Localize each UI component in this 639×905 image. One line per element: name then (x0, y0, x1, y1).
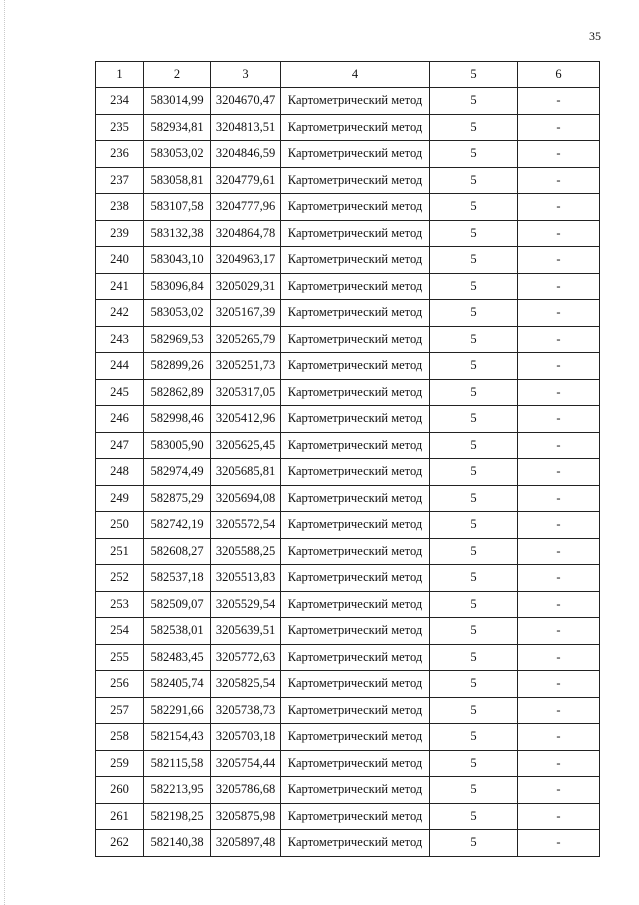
point-number-cell: 245 (96, 379, 144, 406)
accuracy-cell: 5 (430, 750, 518, 777)
x-coordinate-cell: 582742,19 (144, 512, 211, 539)
accuracy-cell: 5 (430, 591, 518, 618)
accuracy-cell: 5 (430, 379, 518, 406)
column-header-2: 2 (144, 62, 211, 88)
method-cell: Картометрический метод (281, 220, 430, 247)
x-coordinate-cell: 582934,81 (144, 114, 211, 141)
accuracy-cell: 5 (430, 724, 518, 751)
point-number-cell: 246 (96, 406, 144, 433)
y-coordinate-cell: 3205625,45 (211, 432, 281, 459)
method-cell: Картометрический метод (281, 803, 430, 830)
description-cell: - (518, 220, 600, 247)
accuracy-cell: 5 (430, 220, 518, 247)
x-coordinate-cell: 583096,84 (144, 273, 211, 300)
description-cell: - (518, 273, 600, 300)
table-header (96, 62, 600, 88)
y-coordinate-cell: 3205317,05 (211, 379, 281, 406)
y-coordinate-cell: 3205412,96 (211, 406, 281, 433)
point-number-cell: 237 (96, 167, 144, 194)
y-coordinate-cell: 3205754,44 (211, 750, 281, 777)
x-coordinate-cell: 582875,29 (144, 485, 211, 512)
description-cell: - (518, 432, 600, 459)
table-row (96, 777, 600, 804)
y-coordinate-cell: 3205825,54 (211, 671, 281, 698)
accuracy-cell: 5 (430, 141, 518, 168)
method-cell: Картометрический метод (281, 326, 430, 353)
method-cell: Картометрический метод (281, 485, 430, 512)
table-row (96, 432, 600, 459)
accuracy-cell: 5 (430, 565, 518, 592)
x-coordinate-cell: 582862,89 (144, 379, 211, 406)
point-number-cell: 239 (96, 220, 144, 247)
point-number-cell: 241 (96, 273, 144, 300)
method-cell: Картометрический метод (281, 618, 430, 645)
description-cell: - (518, 141, 600, 168)
method-cell: Картометрический метод (281, 644, 430, 671)
table-row (96, 830, 600, 857)
x-coordinate-cell: 582213,95 (144, 777, 211, 804)
method-cell: Картометрический метод (281, 697, 430, 724)
accuracy-cell: 5 (430, 803, 518, 830)
table-row (96, 300, 600, 327)
header-row (96, 62, 600, 88)
point-number-cell: 258 (96, 724, 144, 751)
method-cell: Картометрический метод (281, 406, 430, 433)
y-coordinate-cell: 3204963,17 (211, 247, 281, 274)
method-cell: Картометрический метод (281, 724, 430, 751)
accuracy-cell: 5 (430, 432, 518, 459)
table-row (96, 247, 600, 274)
x-coordinate-cell: 582974,49 (144, 459, 211, 486)
table-row (96, 114, 600, 141)
point-number-cell: 251 (96, 538, 144, 565)
description-cell: - (518, 326, 600, 353)
y-coordinate-cell: 3205529,54 (211, 591, 281, 618)
accuracy-cell: 5 (430, 777, 518, 804)
accuracy-cell: 5 (430, 88, 518, 115)
accuracy-cell: 5 (430, 300, 518, 327)
x-coordinate-cell: 582140,38 (144, 830, 211, 857)
table-row (96, 141, 600, 168)
point-number-cell: 254 (96, 618, 144, 645)
description-cell: - (518, 353, 600, 380)
description-cell: - (518, 830, 600, 857)
method-cell: Картометрический метод (281, 194, 430, 221)
table-row (96, 167, 600, 194)
x-coordinate-cell: 582198,25 (144, 803, 211, 830)
y-coordinate-cell: 3204670,47 (211, 88, 281, 115)
y-coordinate-cell: 3205738,73 (211, 697, 281, 724)
accuracy-cell: 5 (430, 485, 518, 512)
method-cell: Картометрический метод (281, 247, 430, 274)
method-cell: Картометрический метод (281, 379, 430, 406)
x-coordinate-cell: 582537,18 (144, 565, 211, 592)
y-coordinate-cell: 3205772,63 (211, 644, 281, 671)
description-cell: - (518, 803, 600, 830)
table-row (96, 538, 600, 565)
accuracy-cell: 5 (430, 114, 518, 141)
x-coordinate-cell: 582899,26 (144, 353, 211, 380)
table-row (96, 671, 600, 698)
table-row (96, 618, 600, 645)
accuracy-cell: 5 (430, 326, 518, 353)
column-header-5: 5 (430, 62, 518, 88)
y-coordinate-cell: 3204846,59 (211, 141, 281, 168)
y-coordinate-cell: 3204777,96 (211, 194, 281, 221)
description-cell: - (518, 697, 600, 724)
method-cell: Картометрический метод (281, 432, 430, 459)
table-row (96, 512, 600, 539)
point-number-cell: 244 (96, 353, 144, 380)
column-header-3: 3 (211, 62, 281, 88)
accuracy-cell: 5 (430, 247, 518, 274)
method-cell: Картометрический метод (281, 512, 430, 539)
description-cell: - (518, 538, 600, 565)
table-row (96, 750, 600, 777)
table-row (96, 88, 600, 115)
point-number-cell: 262 (96, 830, 144, 857)
column-header-4: 4 (281, 62, 430, 88)
y-coordinate-cell: 3205786,68 (211, 777, 281, 804)
accuracy-cell: 5 (430, 830, 518, 857)
point-number-cell: 255 (96, 644, 144, 671)
description-cell: - (518, 406, 600, 433)
x-coordinate-cell: 582483,45 (144, 644, 211, 671)
x-coordinate-cell: 583053,02 (144, 300, 211, 327)
table-row (96, 326, 600, 353)
description-cell: - (518, 459, 600, 486)
x-coordinate-cell: 582291,66 (144, 697, 211, 724)
table-row (96, 353, 600, 380)
y-coordinate-cell: 3205703,18 (211, 724, 281, 751)
table-row (96, 591, 600, 618)
description-cell: - (518, 167, 600, 194)
method-cell: Картометрический метод (281, 88, 430, 115)
method-cell: Картометрический метод (281, 538, 430, 565)
point-number-cell: 252 (96, 565, 144, 592)
point-number-cell: 240 (96, 247, 144, 274)
description-cell: - (518, 618, 600, 645)
table-row (96, 565, 600, 592)
method-cell: Картометрический метод (281, 830, 430, 857)
x-coordinate-cell: 583043,10 (144, 247, 211, 274)
point-number-cell: 243 (96, 326, 144, 353)
point-number-cell: 259 (96, 750, 144, 777)
method-cell: Картометрический метод (281, 273, 430, 300)
coordinates-table (95, 61, 600, 857)
page-number: 35 (589, 29, 601, 43)
point-number-cell: 260 (96, 777, 144, 804)
x-coordinate-cell: 583107,58 (144, 194, 211, 221)
method-cell: Картометрический метод (281, 353, 430, 380)
x-coordinate-cell: 583053,02 (144, 141, 211, 168)
description-cell: - (518, 777, 600, 804)
point-number-cell: 256 (96, 671, 144, 698)
y-coordinate-cell: 3205251,73 (211, 353, 281, 380)
point-number-cell: 242 (96, 300, 144, 327)
x-coordinate-cell: 582509,07 (144, 591, 211, 618)
y-coordinate-cell: 3205029,31 (211, 273, 281, 300)
table-row (96, 406, 600, 433)
y-coordinate-cell: 3205167,39 (211, 300, 281, 327)
accuracy-cell: 5 (430, 194, 518, 221)
point-number-cell: 249 (96, 485, 144, 512)
y-coordinate-cell: 3205513,83 (211, 565, 281, 592)
column-header-6: 6 (518, 62, 600, 88)
point-number-cell: 236 (96, 141, 144, 168)
point-number-cell: 250 (96, 512, 144, 539)
page-edge-marks (4, 0, 6, 905)
accuracy-cell: 5 (430, 538, 518, 565)
description-cell: - (518, 300, 600, 327)
accuracy-cell: 5 (430, 644, 518, 671)
point-number-cell: 238 (96, 194, 144, 221)
x-coordinate-cell: 582608,27 (144, 538, 211, 565)
y-coordinate-cell: 3205639,51 (211, 618, 281, 645)
method-cell: Картометрический метод (281, 591, 430, 618)
method-cell: Картометрический метод (281, 114, 430, 141)
method-cell: Картометрический метод (281, 459, 430, 486)
accuracy-cell: 5 (430, 459, 518, 486)
x-coordinate-cell: 583132,38 (144, 220, 211, 247)
y-coordinate-cell: 3205572,54 (211, 512, 281, 539)
accuracy-cell: 5 (430, 406, 518, 433)
x-coordinate-cell: 583005,90 (144, 432, 211, 459)
y-coordinate-cell: 3204864,78 (211, 220, 281, 247)
point-number-cell: 253 (96, 591, 144, 618)
point-number-cell: 235 (96, 114, 144, 141)
x-coordinate-cell: 582154,43 (144, 724, 211, 751)
x-coordinate-cell: 583014,99 (144, 88, 211, 115)
accuracy-cell: 5 (430, 697, 518, 724)
description-cell: - (518, 591, 600, 618)
method-cell: Картометрический метод (281, 141, 430, 168)
point-number-cell: 248 (96, 459, 144, 486)
accuracy-cell: 5 (430, 273, 518, 300)
table-row (96, 220, 600, 247)
y-coordinate-cell: 3204813,51 (211, 114, 281, 141)
method-cell: Картометрический метод (281, 750, 430, 777)
method-cell: Картометрический метод (281, 300, 430, 327)
description-cell: - (518, 565, 600, 592)
x-coordinate-cell: 582538,01 (144, 618, 211, 645)
table-row (96, 697, 600, 724)
x-coordinate-cell: 582405,74 (144, 671, 211, 698)
accuracy-cell: 5 (430, 167, 518, 194)
description-cell: - (518, 644, 600, 671)
description-cell: - (518, 88, 600, 115)
description-cell: - (518, 750, 600, 777)
method-cell: Картометрический метод (281, 167, 430, 194)
accuracy-cell: 5 (430, 671, 518, 698)
table-row (96, 194, 600, 221)
method-cell: Картометрический метод (281, 565, 430, 592)
y-coordinate-cell: 3205875,98 (211, 803, 281, 830)
y-coordinate-cell: 3205685,81 (211, 459, 281, 486)
table-row (96, 644, 600, 671)
table-row (96, 724, 600, 751)
method-cell: Картометрический метод (281, 671, 430, 698)
table-row (96, 803, 600, 830)
description-cell: - (518, 485, 600, 512)
method-cell: Картометрический метод (281, 777, 430, 804)
y-coordinate-cell: 3205694,08 (211, 485, 281, 512)
y-coordinate-cell: 3204779,61 (211, 167, 281, 194)
point-number-cell: 257 (96, 697, 144, 724)
description-cell: - (518, 194, 600, 221)
accuracy-cell: 5 (430, 353, 518, 380)
x-coordinate-cell: 582115,58 (144, 750, 211, 777)
description-cell: - (518, 671, 600, 698)
description-cell: - (518, 247, 600, 274)
table-row (96, 485, 600, 512)
column-header-1: 1 (96, 62, 144, 88)
x-coordinate-cell: 582969,53 (144, 326, 211, 353)
description-cell: - (518, 114, 600, 141)
x-coordinate-cell: 582998,46 (144, 406, 211, 433)
point-number-cell: 234 (96, 88, 144, 115)
point-number-cell: 261 (96, 803, 144, 830)
table-body (96, 88, 600, 857)
accuracy-cell: 5 (430, 512, 518, 539)
description-cell: - (518, 724, 600, 751)
point-number-cell: 247 (96, 432, 144, 459)
accuracy-cell: 5 (430, 618, 518, 645)
table-row (96, 459, 600, 486)
y-coordinate-cell: 3205588,25 (211, 538, 281, 565)
description-cell: - (518, 512, 600, 539)
table-row (96, 273, 600, 300)
y-coordinate-cell: 3205265,79 (211, 326, 281, 353)
description-cell: - (518, 379, 600, 406)
y-coordinate-cell: 3205897,48 (211, 830, 281, 857)
table-row (96, 379, 600, 406)
x-coordinate-cell: 583058,81 (144, 167, 211, 194)
